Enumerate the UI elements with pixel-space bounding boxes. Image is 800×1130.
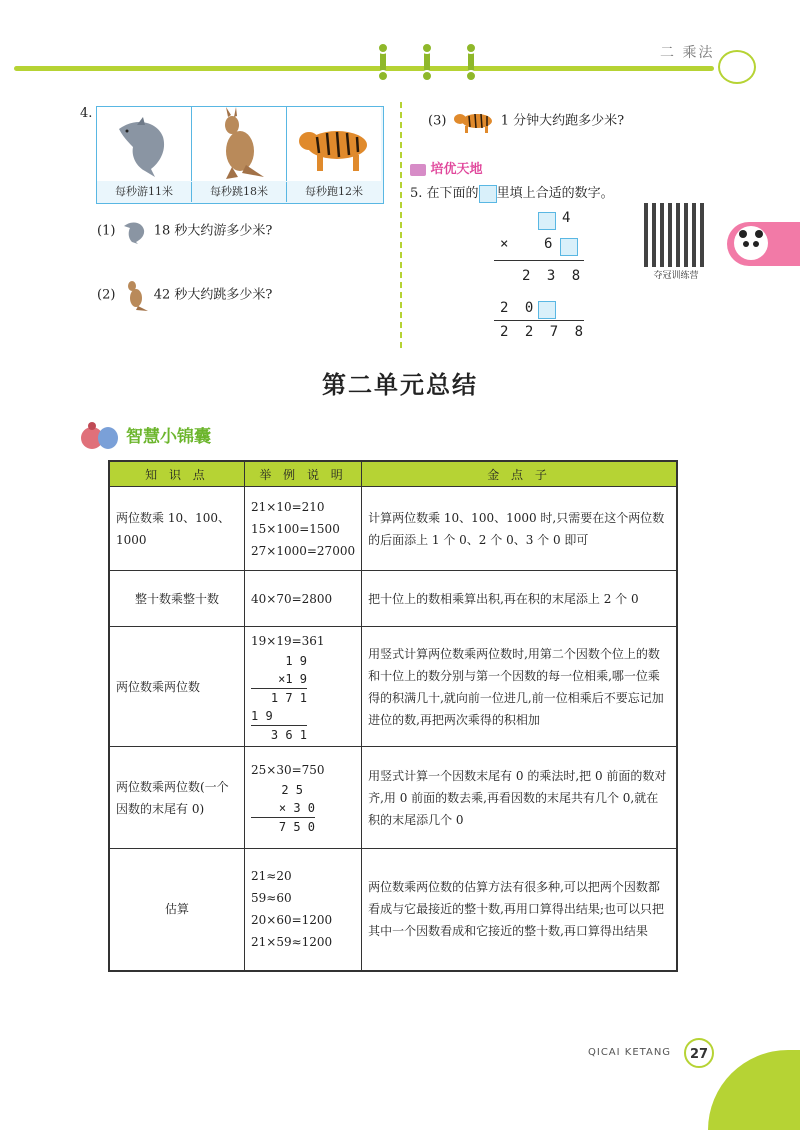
tiger-icon <box>451 108 497 134</box>
section-title: 智慧小锦囊 <box>126 427 211 447</box>
qr-code-icon[interactable] <box>644 203 708 267</box>
animal-caption: 每秒跑12米 <box>305 185 363 198</box>
subquestion-3 <box>428 108 624 134</box>
blank-box[interactable] <box>538 299 556 319</box>
kangaroo-image <box>192 107 287 181</box>
column-header: 知 识 点 <box>109 461 245 487</box>
calc-row: 2 2 7 8 <box>500 324 588 340</box>
header-rule <box>14 66 714 71</box>
example-cell: 21×10=210 15×100=1500 27×1000=27000 <box>245 487 362 571</box>
calc-row: 2 0 <box>500 300 538 316</box>
enrich-section <box>410 158 483 177</box>
calc-rule <box>494 320 584 321</box>
tip-cell: 两位数乘两位数的估算方法有很多种,可以把两个因数都看成与它最接近的整十数,再用口算得出结果;也可以只把其中一个因数看成和它接近的整十数,再口算得出结果 <box>362 849 677 971</box>
calc-row: 3 6 1 <box>270 727 307 742</box>
problem-text: 里填上合适的数字。 <box>496 186 614 201</box>
vertical-calc <box>251 781 315 836</box>
subquestion-prefix: (2) <box>97 287 116 303</box>
pouch-icon <box>78 420 120 450</box>
example-cell <box>245 747 362 849</box>
panda-icon <box>734 226 768 260</box>
example-equation: 19×19=361 <box>251 633 325 648</box>
calc-operator: × <box>500 236 509 252</box>
calc-rule <box>494 260 584 261</box>
problem-number: 4. <box>80 106 93 121</box>
problem-5 <box>410 182 614 203</box>
chapter-label: 二 乘法 <box>660 45 715 61</box>
calc-row: 2 3 8 <box>522 268 585 284</box>
binder-pin <box>380 46 386 78</box>
problem-text: 在下面的 <box>426 186 479 201</box>
tiger-image <box>287 107 381 181</box>
tip-cell: 用竖式计算两位数乘两位数时,用第二个因数个位上的数和十位上的数分别与第一个因数的每一位相乘,哪一位乘得的积满几十,就向前一位进几,前一位相乘后不要忘记加进位的数,再把两次乘得的积相加 <box>362 627 677 747</box>
table-row <box>109 571 677 627</box>
subquestion-prefix: (1) <box>97 223 116 239</box>
unit-title: 第二单元总结 <box>322 371 478 399</box>
kangaroo-icon <box>120 278 150 312</box>
calc-digit: 6 <box>544 236 553 252</box>
subquestion-text: 18 秒大约游多少米? <box>153 223 273 239</box>
book-icon <box>410 164 426 176</box>
problem-number: 5. <box>410 186 423 201</box>
table-row <box>109 849 677 971</box>
blank-box[interactable] <box>560 236 578 256</box>
corner-decoration <box>708 1050 800 1130</box>
calc-row: 2 5 <box>281 783 303 797</box>
example-cell <box>245 627 362 747</box>
calc-row: 1 9 <box>251 707 307 726</box>
topic-cell: 两位数乘 10、100、1000 <box>109 487 245 571</box>
calc-digit: 4 <box>562 210 571 226</box>
table-row <box>109 627 677 747</box>
example-cell: 21≈20 59≈60 20×60=1200 21×59≈1200 <box>245 849 362 971</box>
topic-cell: 估算 <box>109 849 245 971</box>
tip-cell: 把十位上的数相乘算出积,再在积的末尾添上 2 个 0 <box>362 571 677 627</box>
binder-pin <box>468 46 474 78</box>
tip-cell: 用竖式计算一个因数末尾有 0 的乘法时,把 0 前面的数对齐,用 0 前面的数去乘,再看因数的末尾共有几个 0,就在积的末尾添几个 0 <box>362 747 677 849</box>
summary-table <box>108 460 678 972</box>
example-cell: 40×70=2800 <box>245 571 362 627</box>
calc-row: 7 5 0 <box>278 820 315 834</box>
table-row <box>109 487 677 571</box>
calc-row: × 3 0 <box>251 799 315 818</box>
subquestion-1 <box>97 218 272 244</box>
column-header: 举 例 说 明 <box>245 461 362 487</box>
subquestion-text: 1 分钟大约跑多少米? <box>500 113 625 129</box>
enrich-label: 培优天地 <box>430 162 483 177</box>
tip-cell: 计算两位数乘 10、100、1000 时,只需要在这个两位数的后面添上 1 个 0、2 个 0、3 个 0 即可 <box>362 487 677 571</box>
page-number-text: 27 <box>689 1047 709 1062</box>
animal-table <box>96 106 384 204</box>
dolphin-image <box>97 107 192 181</box>
calc-row: 1 7 1 <box>270 690 307 705</box>
subquestion-prefix: (3) <box>428 113 447 129</box>
column-divider <box>400 102 402 348</box>
topic-cell: 整十数乘整十数 <box>109 571 245 627</box>
topic-cell: 两位数乘两位数 <box>109 627 245 747</box>
example-equation: 25×30=750 <box>251 763 325 777</box>
vertical-calc <box>251 652 307 744</box>
table-header-row <box>109 461 677 487</box>
column-header: 金 点 子 <box>362 461 677 487</box>
page-number <box>684 1038 714 1068</box>
subquestion-text: 42 秒大约跳多少米? <box>153 287 273 303</box>
blank-box[interactable] <box>538 210 556 230</box>
subquestion-2 <box>97 278 272 312</box>
answer-box-icon <box>479 185 497 203</box>
mascot-icon <box>718 50 756 84</box>
qr-caption: 夺冠训练营 <box>653 271 699 281</box>
topic-cell: 两位数乘两位数(一个因数的末尾有 0) <box>109 747 245 849</box>
calc-row: 1 9 <box>285 653 307 668</box>
calc-row: ×1 9 <box>251 670 307 689</box>
binder-pin <box>424 46 430 78</box>
table-row <box>109 747 677 849</box>
animal-caption: 每秒跳18米 <box>192 182 287 202</box>
animal-caption: 每秒游11米 <box>97 182 192 202</box>
dolphin-icon <box>120 218 150 244</box>
footer-brand: QICAI KETANG <box>588 1047 672 1058</box>
